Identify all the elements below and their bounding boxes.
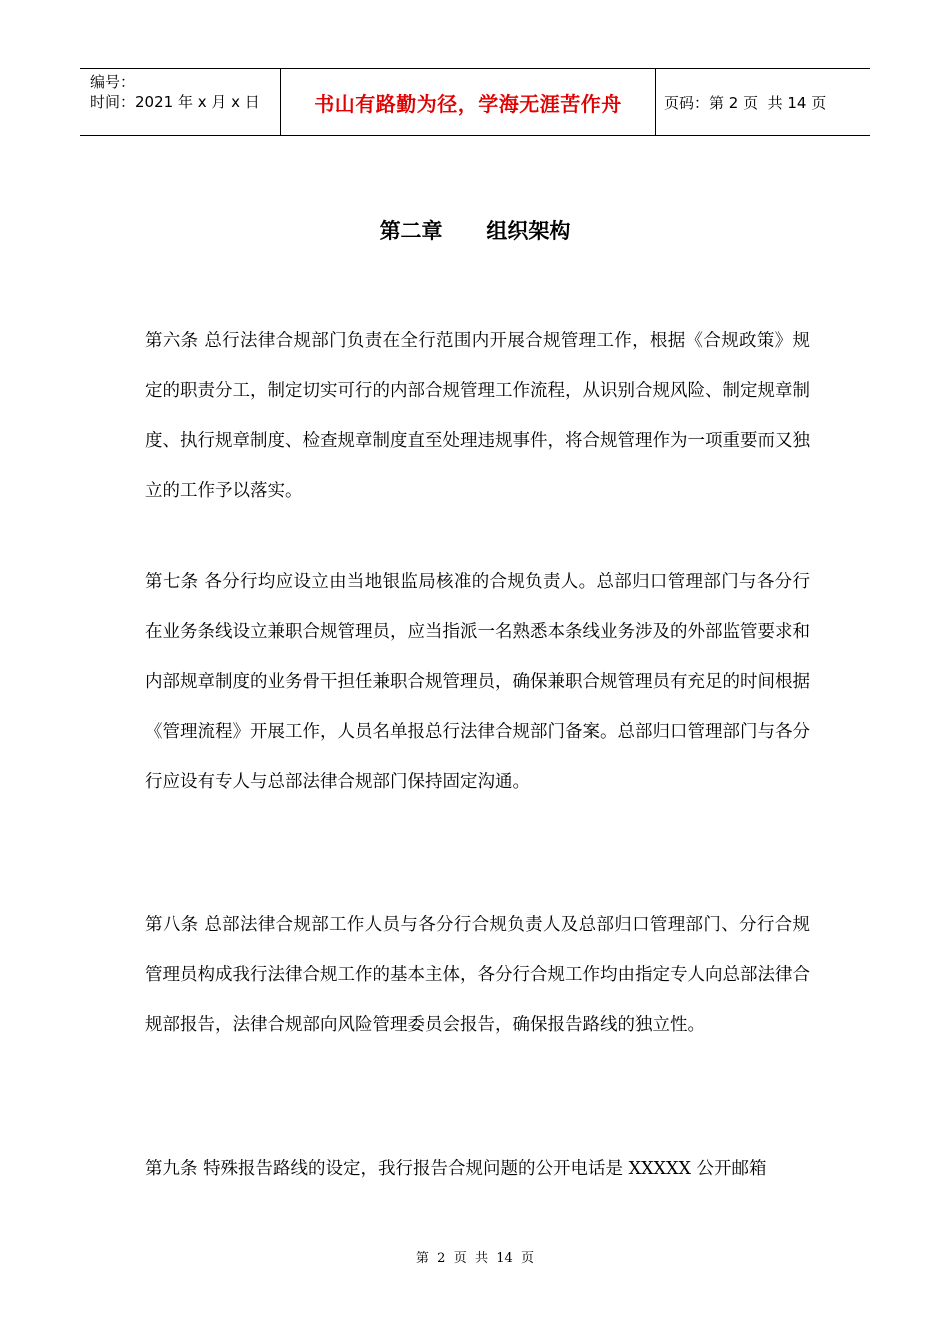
time-label: 时间：2021 年 x 月 x 日 (90, 93, 260, 111)
article-paragraph: 第八条 总部法律合规部工作人员与各分行合规负责人及总部归口管理部门、分行合规管理员构成我行法律合规工作的基本主体，各分行合规工作均由指定专人向总部法律合规部报告，法律合规部向风险管理委员会报告，确保报告路线的独立性。 (145, 915, 810, 1035)
header-motto: 书山有路勤为径，学海无涯苦作舟 (281, 69, 656, 135)
article-paragraph: 第六条 总行法律合规部门负责在全行范围内开展合规管理工作，根据《合规政策》规定的职责分工，制定切实可行的内部合规管理工作流程，从识别合规风险、制定规章制度、执行规章制度、检查规章制度直至处理违规事件，将合规管理作为一项重要而又独立的工作予以落实。 (145, 331, 810, 501)
article-paragraph: 第七条 各分行均应设立由当地银监局核准的合规负责人。总部归口管理部门与各分行在业务条线设立兼职合规管理员，应当指派一名熟悉本条线业务涉及的外部监管要求和内部规章制度的业务骨干担任兼职合规管理员，确保兼职合规管理员有充足的时间根据《管理流程》开展工作，人员名单报总行法律合规部门备案。总部归口管理部门与各分行应设有专人与总部法律合规部门保持固定沟通。 (145, 572, 810, 792)
article-paragraph: 第九条 特殊报告路线的设定，我行报告合规问题的公开电话是 XXXXX 公开邮箱 (145, 1159, 767, 1179)
document-header (80, 68, 870, 136)
chapter-title: 第二章 组织架构 (379, 219, 571, 243)
number-label: 编号： (90, 73, 136, 91)
page-footer: 第 2 页 共 14 页 (415, 1251, 535, 1266)
header-page-info: 页码：第 2 页 共 14 页 (664, 93, 827, 112)
header-meta-cell (80, 69, 281, 135)
